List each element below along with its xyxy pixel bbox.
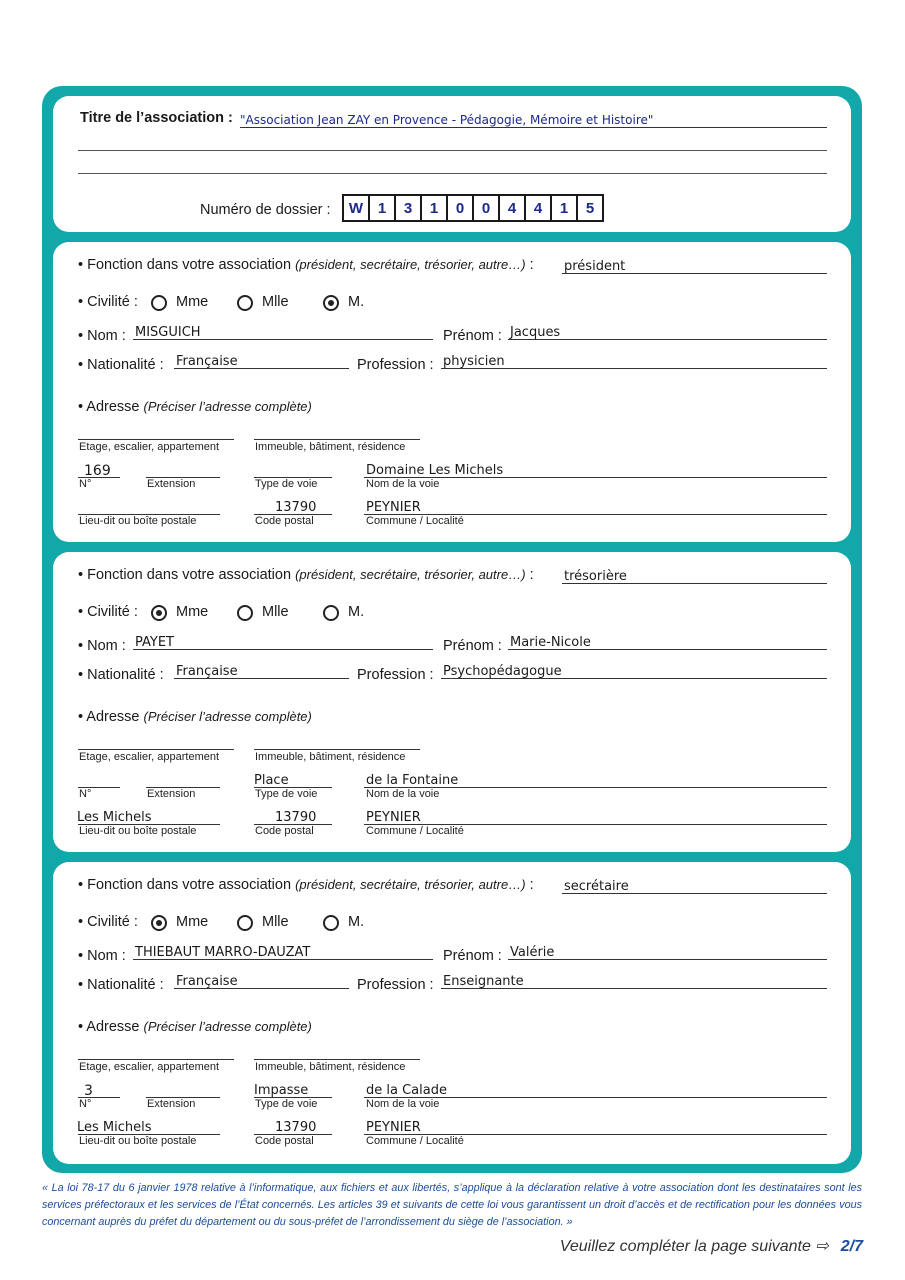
code-postal-field[interactable]: 13790 <box>275 810 317 825</box>
adresse-label-text: • Adresse <box>78 709 140 725</box>
nationalite-label: • Nationalité : <box>78 977 164 993</box>
type-voie-field[interactable]: Impasse <box>254 1083 309 1098</box>
prenom-label: Prénom : <box>443 948 502 964</box>
etage-line <box>78 439 234 440</box>
civilite-radio-mme[interactable] <box>151 915 167 931</box>
nom-voie-label: Nom de la voie <box>366 478 440 490</box>
titre-field[interactable]: "Association Jean ZAY en Provence - Pédagogie, Mémoire et Histoire" <box>240 113 654 127</box>
civilite-label: • Civilité : <box>78 914 138 930</box>
prenom-label: Prénom : <box>443 638 502 654</box>
legal-notice: « La loi 78-17 du 6 janvier 1978 relative à l’informatique, aux fichiers et aux libertés, s’applique à la déclaration relative à votre association dont les destinataires sont les services préfectoraux et les services de l’État concernés. Les articles 39 et suivants de cette loi vous garantissent un droit d’accès et de rectification pour les données vous concernant auprès du préfet du département ou du sous-préfet de l’arrondissement du siège de l’association. » <box>42 1182 862 1228</box>
civilite-option-mme: Mme <box>176 914 209 930</box>
adresse-label-text: • Adresse <box>78 399 140 415</box>
dossier-label: Numéro de dossier : <box>200 202 331 218</box>
nationalite-label: • Nationalité : <box>78 357 164 373</box>
fonction-label-text: • Fonction dans votre association <box>78 257 292 273</box>
dossier-char-box: 4 <box>500 196 526 220</box>
fonction-line <box>562 893 827 894</box>
immeuble-label: Immeuble, bâtiment, résidence <box>255 1061 406 1073</box>
immeuble-line <box>254 1059 420 1060</box>
civilite-option-m: M. <box>348 294 365 310</box>
profession-field[interactable]: physicien <box>443 354 505 369</box>
fonction-label-text: • Fonction dans votre association <box>78 877 292 893</box>
numero-label: N° <box>79 478 92 490</box>
nationalite-field[interactable]: Française <box>176 354 238 369</box>
extension-label: Extension <box>147 1098 196 1110</box>
extension-label: Extension <box>147 478 196 490</box>
radio-selected-dot <box>328 300 334 306</box>
fonction-field[interactable]: trésorière <box>564 569 627 584</box>
nom-voie-field[interactable]: de la Calade <box>366 1083 447 1098</box>
fonction-line <box>562 273 827 274</box>
fonction-colon: : <box>525 877 534 893</box>
civilite-radio-mme[interactable] <box>151 605 167 621</box>
etage-label: Etage, escalier, appartement <box>79 751 220 763</box>
code-postal-field[interactable]: 13790 <box>275 500 317 515</box>
fonction-label <box>78 877 534 893</box>
numero-field[interactable]: 169 <box>84 463 111 479</box>
lieu-dit-field[interactable]: Les Michels <box>77 1120 152 1135</box>
nom-label: • Nom : <box>78 638 126 654</box>
civilite-label: • Civilité : <box>78 604 138 620</box>
dossier-char-box: 0 <box>474 196 500 220</box>
nom-field[interactable]: MISGUICH <box>135 325 201 340</box>
lieu-dit-field[interactable]: Les Michels <box>77 810 152 825</box>
immeuble-line <box>254 439 420 440</box>
dossier-char-box: 1 <box>422 196 448 220</box>
titre-line-2 <box>78 150 827 151</box>
lieu-dit-label: Lieu-dit ou boîte postale <box>79 515 197 527</box>
titre-line-1 <box>240 127 827 128</box>
profession-label: Profession : <box>357 977 434 993</box>
civilite-option-mme: Mme <box>176 604 209 620</box>
person-panel <box>53 242 851 542</box>
radio-selected-dot <box>156 920 162 926</box>
nom-voie-label: Nom de la voie <box>366 788 440 800</box>
commune-label: Commune / Localité <box>366 515 464 527</box>
immeuble-line <box>254 749 420 750</box>
adresse-label-text: • Adresse <box>78 1019 140 1035</box>
fonction-field[interactable]: président <box>564 259 626 274</box>
prenom-line <box>508 959 827 960</box>
adresse-label <box>78 399 312 415</box>
nom-line <box>133 649 433 650</box>
prenom-line <box>508 649 827 650</box>
code-postal-label: Code postal <box>255 515 314 527</box>
civilite-option-mlle: Mlle <box>262 914 289 930</box>
civilite-option-mlle: Mlle <box>262 294 289 310</box>
etage-label: Etage, escalier, appartement <box>79 441 220 453</box>
extension-label: Extension <box>147 788 196 800</box>
nationalite-line <box>174 988 349 989</box>
fonction-line <box>562 583 827 584</box>
footer-text: Veuillez compléter la page suivante ⇨ <box>559 1238 829 1255</box>
civilite-label: • Civilité : <box>78 294 138 310</box>
nationalite-line <box>174 678 349 679</box>
profession-label: Profession : <box>357 357 434 373</box>
commune-field[interactable]: PEYNIER <box>366 810 421 825</box>
code-postal-field[interactable]: 13790 <box>275 1120 317 1135</box>
code-postal-label: Code postal <box>255 1135 314 1147</box>
etage-line <box>78 749 234 750</box>
dossier-char-box: 1 <box>552 196 578 220</box>
type-voie-label: Type de voie <box>255 478 318 490</box>
prenom-field[interactable]: Valérie <box>510 945 555 960</box>
numero-label: N° <box>79 1098 92 1110</box>
civilite-option-mlle: Mlle <box>262 604 289 620</box>
dossier-char-box: 5 <box>585 199 595 217</box>
person-panel <box>53 862 851 1164</box>
dossier-char-box: 4 <box>526 196 552 220</box>
titre-line-3 <box>78 173 827 174</box>
nom-line <box>133 959 433 960</box>
lieu-dit-label: Lieu-dit ou boîte postale <box>79 825 197 837</box>
adresse-hint: (Préciser l’adresse complète) <box>143 399 312 414</box>
nationalite-line <box>174 368 349 369</box>
fonction-label-text: • Fonction dans votre association <box>78 567 292 583</box>
civilite-radio-mme[interactable] <box>151 295 167 311</box>
nationalite-label: • Nationalité : <box>78 667 164 683</box>
fonction-hint: (président, secrétaire, trésorier, autre…) <box>295 567 526 582</box>
adresse-hint: (Préciser l’adresse complète) <box>143 1019 312 1034</box>
dossier-char-box: W <box>344 196 370 220</box>
immeuble-label: Immeuble, bâtiment, résidence <box>255 751 406 763</box>
nom-field[interactable]: THIEBAUT MARRO-DAUZAT <box>135 945 311 960</box>
profession-label: Profession : <box>357 667 434 683</box>
numero-field[interactable]: 3 <box>84 1083 93 1099</box>
fonction-colon: : <box>525 257 534 273</box>
nom-label: • Nom : <box>78 328 126 344</box>
nom-voie-label: Nom de la voie <box>366 1098 440 1110</box>
commune-field[interactable]: PEYNIER <box>366 1120 421 1135</box>
person-panel <box>53 552 851 852</box>
adresse-label <box>78 709 312 725</box>
nom-line <box>133 339 433 340</box>
profession-line <box>441 988 827 989</box>
prenom-line <box>508 339 827 340</box>
type-voie-label: Type de voie <box>255 1098 318 1110</box>
prenom-field[interactable]: Marie-Nicole <box>510 635 591 650</box>
dossier-number-boxes <box>342 194 604 222</box>
profession-field[interactable]: Psychopédagogue <box>443 664 562 679</box>
civilite-radio-mlle[interactable] <box>237 915 253 931</box>
civilite-radio-m[interactable] <box>323 915 339 931</box>
dossier-char-box: 1 <box>370 196 396 220</box>
commune-field[interactable]: PEYNIER <box>366 500 421 515</box>
lieu-dit-label: Lieu-dit ou boîte postale <box>79 1135 197 1147</box>
titre-label: Titre de l’association : <box>80 110 233 126</box>
etage-label: Etage, escalier, appartement <box>79 1061 220 1073</box>
profession-field[interactable]: Enseignante <box>443 974 524 989</box>
dossier-char-box: 0 <box>448 196 474 220</box>
etage-line <box>78 1059 234 1060</box>
dossier-char-box: 3 <box>396 196 422 220</box>
footer <box>560 1236 863 1256</box>
adresse-hint: (Préciser l’adresse complète) <box>143 709 312 724</box>
prenom-label: Prénom : <box>443 328 502 344</box>
fonction-hint: (président, secrétaire, trésorier, autre…) <box>295 877 526 892</box>
fonction-hint: (président, secrétaire, trésorier, autre…) <box>295 257 526 272</box>
civilite-radio-m[interactable] <box>323 605 339 621</box>
profession-line <box>441 368 827 369</box>
nationalite-field[interactable]: Française <box>176 664 238 679</box>
commune-label: Commune / Localité <box>366 1135 464 1147</box>
civilite-radio-mlle[interactable] <box>237 605 253 621</box>
fonction-label <box>78 567 534 583</box>
civilite-radio-m[interactable] <box>323 295 339 311</box>
nom-voie-field[interactable]: de la Fontaine <box>366 773 459 788</box>
profession-line <box>441 678 827 679</box>
civilite-option-m: M. <box>348 604 365 620</box>
fonction-label <box>78 257 534 273</box>
fonction-colon: : <box>525 567 534 583</box>
adresse-label <box>78 1019 312 1035</box>
code-postal-label: Code postal <box>255 825 314 837</box>
civilite-option-mme: Mme <box>176 294 209 310</box>
nom-field[interactable]: PAYET <box>135 635 174 650</box>
nom-voie-field[interactable]: Domaine Les Michels <box>366 463 504 478</box>
fonction-field[interactable]: secrétaire <box>564 879 629 894</box>
type-voie-label: Type de voie <box>255 788 318 800</box>
nom-label: • Nom : <box>78 948 126 964</box>
immeuble-label: Immeuble, bâtiment, résidence <box>255 441 406 453</box>
nationalite-field[interactable]: Française <box>176 974 238 989</box>
commune-label: Commune / Localité <box>366 825 464 837</box>
type-voie-field[interactable]: Place <box>254 773 289 788</box>
page-number: 2/7 <box>840 1238 863 1255</box>
civilite-radio-mlle[interactable] <box>237 295 253 311</box>
prenom-field[interactable]: Jacques <box>510 325 561 340</box>
civilite-option-m: M. <box>348 914 365 930</box>
radio-selected-dot <box>156 610 162 616</box>
numero-label: N° <box>79 788 92 800</box>
